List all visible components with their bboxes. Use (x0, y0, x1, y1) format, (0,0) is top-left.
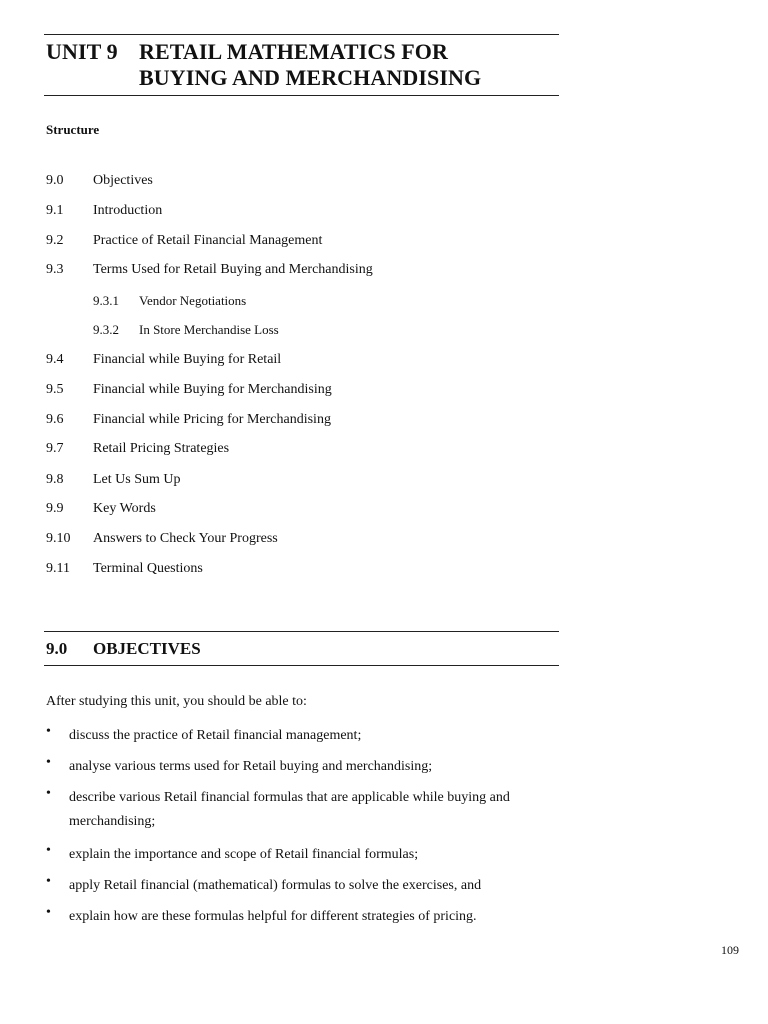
toc-subitem-label: In Store Merchandise Loss (139, 322, 279, 337)
title-bottom-rule (44, 95, 559, 96)
bullet-icon: • (46, 786, 51, 801)
bullet-icon: • (46, 755, 51, 770)
toc-item-label: Retail Pricing Strategies (93, 441, 230, 456)
section-top-rule (44, 631, 559, 632)
section-bottom-rule (44, 665, 559, 666)
toc-item-number: 9.11 (46, 561, 70, 576)
toc-item-number: 9.0 (46, 173, 64, 188)
toc-item-label: Introduction (93, 203, 163, 218)
toc-item-number: 9.6 (46, 412, 64, 427)
objective-text: discuss the practice of Retail financial management; (69, 728, 362, 743)
toc-item-label: Answers to Check Your Progress (93, 531, 278, 546)
objective-text: explain the importance and scope of Retail financial formulas; (69, 847, 419, 862)
toc-item-label: Financial while Pricing for Merchandising (93, 412, 331, 427)
structure-heading: Structure (46, 122, 100, 137)
toc-item-number: 9.2 (46, 233, 64, 248)
title-top-rule (44, 34, 559, 35)
unit-title-line-1: RETAIL MATHEMATICS FOR (139, 39, 449, 64)
objective-text: describe various Retail financial formulas that are applicable while buying and merchandising; (69, 790, 510, 829)
toc-item-label: Objectives (93, 173, 153, 188)
toc-item-number: 9.5 (46, 382, 64, 397)
objective-text: explain how are these formulas helpful for different strategies of pricing. (69, 909, 477, 924)
toc-item-number: 9.10 (46, 531, 71, 546)
toc-item-number: 9.3 (46, 262, 64, 277)
toc-subitem-number: 9.3.2 (93, 322, 119, 337)
unit-title-line-2: BUYING AND MERCHANDISING (139, 65, 482, 90)
toc-item-number: 9.1 (46, 203, 64, 218)
toc-item-label: Practice of Retail Financial Management (93, 233, 323, 248)
objective-text: apply Retail financial (mathematical) formulas to solve the exercises, and (69, 878, 482, 893)
bullet-icon: • (46, 843, 51, 858)
toc-item-label: Terms Used for Retail Buying and Merchandising (93, 262, 373, 277)
page-number: 109 (721, 943, 739, 957)
toc-item-label: Key Words (93, 501, 156, 516)
toc-item-label: Terminal Questions (93, 561, 203, 576)
toc-item-number: 9.4 (46, 352, 64, 367)
bullet-icon: • (46, 874, 51, 889)
toc-item-number: 9.9 (46, 501, 64, 516)
toc-subitem-number: 9.3.1 (93, 293, 119, 308)
bullet-icon: • (46, 905, 51, 920)
unit-number: UNIT 9 (46, 39, 118, 64)
toc-item-label: Financial while Buying for Retail (93, 352, 282, 367)
toc-item-label: Let Us Sum Up (93, 472, 181, 487)
toc-subitem-label: Vendor Negotiations (139, 293, 247, 308)
section-title: OBJECTIVES (93, 639, 201, 658)
toc-item-number: 9.8 (46, 472, 64, 487)
objective-text: analyse various terms used for Retail buying and merchandising; (69, 759, 433, 774)
section-number: 9.0 (46, 639, 68, 658)
toc-item-number: 9.7 (46, 441, 64, 456)
toc-item-label: Financial while Buying for Merchandising (93, 382, 332, 397)
bullet-icon: • (46, 724, 51, 739)
objectives-intro: After studying this unit, you should be able to: (46, 694, 307, 709)
